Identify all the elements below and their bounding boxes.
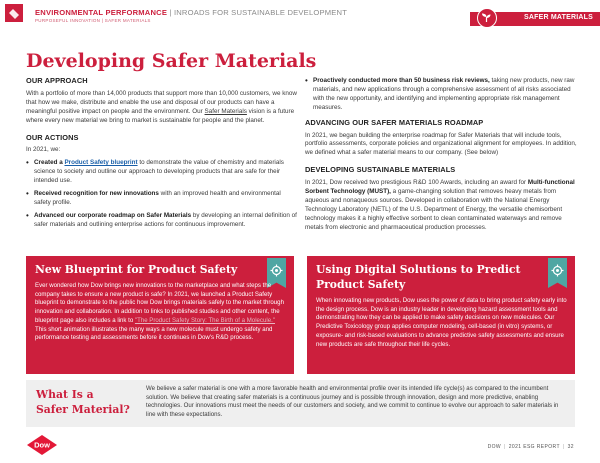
header-section[interactable]: ENVIRONMENTAL PERFORMANCE: [35, 8, 168, 17]
approach-heading: OUR APPROACH: [26, 76, 88, 85]
footer: [488, 444, 574, 450]
birth-of-molecule-link[interactable]: "The Product Safety Story: The Birth of a Molecule.": [134, 316, 275, 324]
bullet-text: by developing an internal definition of safer materials and outlining enterprise actions for continuous improvement.: [34, 211, 297, 228]
blueprint-title: New Blueprint for Product Safety: [35, 263, 238, 276]
header-title: [35, 8, 347, 17]
list-item: [26, 190, 298, 208]
developing-heading: DEVELOPING SUSTAINABLE MATERIALS: [305, 165, 456, 175]
actions-list: [26, 159, 298, 229]
report-logo-icon: [5, 4, 23, 22]
seedling-icon: [477, 8, 497, 28]
blueprint-body-part: Ever wondered how Dow brings new innovations to the marketplace and what steps the company takes to ensure a new product is safe? In 2021, we launched a Product Safety blueprint to demonstrate to the public how Dow brings materials safely to the market through innovation and collaboration. In addition to links to published studies and other content, the blueprint page also includes a link to: [35, 282, 284, 324]
molecule-gear-icon: [270, 264, 283, 277]
bullet-lead: Created a: [34, 159, 65, 167]
developing-text-part: In 2021, Dow received two prestigious R&D 100 Awards, including an award for: [305, 179, 528, 187]
breadcrumb[interactable]: PURPOSEFUL INNOVATION | SAFER MATERIALS: [35, 18, 151, 23]
dow-logo-text: Dow: [34, 440, 50, 450]
bullet-text: to demonstrate the value of chemistry and materials science to society and outline our approach to developing products that are safe for their intended use.: [34, 159, 284, 185]
digital-title-line1: Using Digital Solutions to Predict: [316, 263, 521, 276]
definition-body: We believe a safer material is one with a more favorable health and environmental profile over its intended life cycle(s) as compared to the incumbent solution. We believe that creating safer materials is a continuous journey and is possible through innovation, design and more predictive, enabling technologies. Our innovations must meet the needs of our customers and society, and we commit to continue to evolve our approach to safer materials in line with these expectations.: [146, 385, 559, 419]
definition-title-line2: Safer Material?: [36, 403, 130, 416]
bullet-bold: Proactively conducted more than 50 business risk reviews,: [313, 77, 490, 84]
footer-divider: |: [504, 444, 506, 450]
page-title: Developing Safer Materials: [26, 50, 317, 72]
roadmap-heading: ADVANCING OUR SAFER MATERIALS ROADMAP: [305, 117, 484, 127]
page-number: 32: [567, 444, 574, 450]
bullet-text: with an improved health and environmental safety profile.: [34, 190, 281, 206]
actions-intro: In 2021, we:: [26, 146, 61, 154]
list-item: [26, 212, 298, 230]
risk-review-list: [305, 77, 580, 113]
digital-body: When innovating new products, Dow uses the power of data to bring product safety early into the design process. Dow is an industry leader in developing hazard assessment tools and demonstrating how they can be applied to make safety decisions on new molecules. Our Predictive Toxicology group applies computer modeling, cell-based (in vitro) systems, or exposure- and risk-based evaluations to advance predictive safety assessments and ensure new products are safe throughout their life cycles.: [316, 297, 567, 348]
header-subsection[interactable]: INROADS FOR SUSTAINABLE DEVELOPMENT: [173, 8, 348, 17]
developing-text: [305, 179, 580, 232]
blueprint-body: [35, 282, 287, 343]
dow-logo[interactable]: [26, 434, 58, 456]
approach-text-part: With a portfolio of more than 14,000 products that support more than 10,000 customers, we know that how we make, distribute and enable the use and disposal of our products can have a meaningful positive impact on people and the environment. Our: [26, 89, 297, 115]
section-tab-label: SAFER MATERIALS: [524, 14, 593, 21]
footer-company: DOW: [487, 444, 501, 450]
roadmap-text: In 2021, we began building the enterprise roadmap for Safer Materials that will include tools, portfolio assessments, corporate policies and organizational alignment for employees. In addition, we defined what a safer material means to our company. (See below): [305, 131, 577, 157]
safer-material-definition: [26, 380, 575, 427]
bullet-text: taking new products, new raw materials, and new applications through a comprehensive assessment of all risks associated with the new opportunity, and identifying and implementing appropriate risk management measures.: [313, 77, 575, 111]
definition-title-line1: What Is a: [36, 388, 94, 401]
safer-materials-link[interactable]: Safer Materials: [204, 107, 247, 115]
footer-report: 2021 ESG REPORT: [508, 444, 560, 450]
definition-title: [36, 387, 130, 417]
approach-text: [26, 90, 298, 126]
right-column: [305, 77, 580, 241]
actions-heading: OUR ACTIONS: [26, 132, 79, 142]
product-safety-blueprint-link[interactable]: Product Safety blueprint: [64, 159, 138, 167]
footer-divider: |: [562, 444, 565, 450]
bookmark-badge: [548, 258, 567, 288]
molecule-gear-icon: [551, 264, 564, 277]
digital-title: [316, 263, 520, 292]
bullet-bold: Advanced our corporate roadmap on Safer Materials: [34, 211, 192, 219]
digital-solutions-callout: [307, 256, 575, 374]
list-item: [305, 77, 580, 113]
bullet-bold: Received recognition for new innovations: [34, 190, 159, 198]
developing-bold: Multi-functional Sorbent Technology (MUST),: [305, 179, 575, 196]
list-item: [26, 159, 298, 186]
blueprint-body-part: This short animation illustrates the many ways a new molecule must undergo safety and performance testing and assessments before it continues in Dow's R&D process.: [35, 325, 273, 342]
left-column: [26, 77, 298, 234]
developing-text-part: a game-changing solution that removes heavy metals from aqueous and nonaqueous sources. Developed in collaboration with the National Energy Technology Laboratory (NETL) of the U.S. Department of Energy, the versatile chemisorbent technology makes it a highly effective sorbent to clean contaminated waterways and remove metals from electronic and pharmaceutical production processes.: [305, 188, 563, 231]
header-separator: |: [167, 8, 174, 17]
digital-title-line2: Product Safety: [316, 277, 406, 291]
blueprint-callout: [26, 256, 294, 374]
approach-text-part: vision is a future where every new material we bring to market is sustainable for people and the planet.: [26, 107, 295, 124]
